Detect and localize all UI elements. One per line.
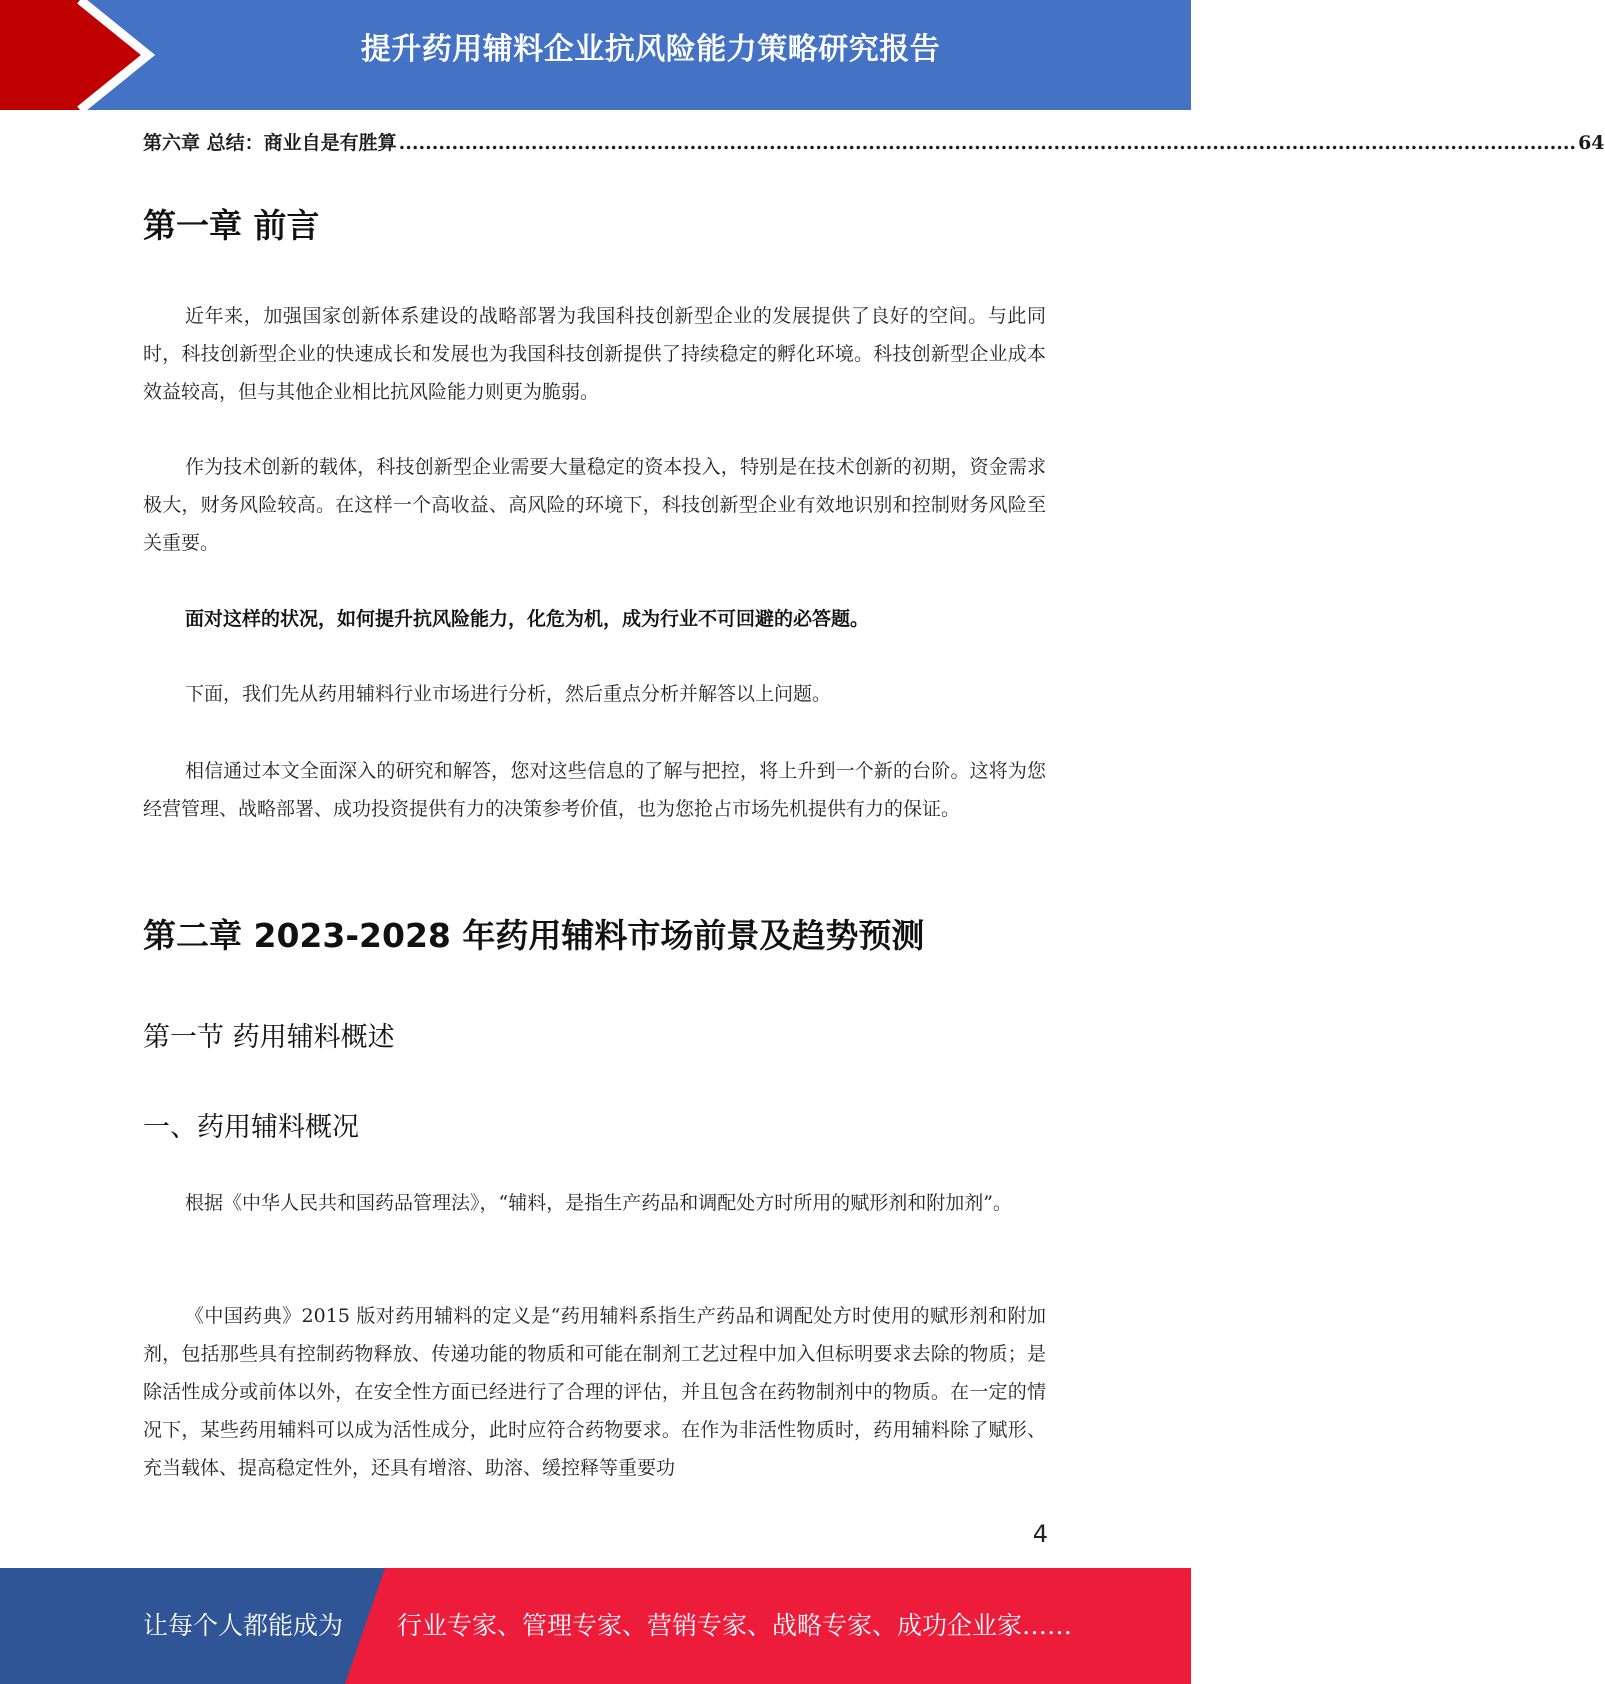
page-number: 4 xyxy=(1032,1520,1048,1548)
footer-banner xyxy=(0,1568,1191,1684)
chapter-1-heading: 第一章 前言 xyxy=(143,206,320,245)
header-arrow-decoration xyxy=(0,0,160,110)
toc-leader-dots: .................................................................................................................................................................................. xyxy=(398,132,1577,154)
header-banner xyxy=(0,0,1191,110)
paragraph: 作为技术创新的载体，科技创新型企业需要大量稳定的资本投入，特别是在技术创新的初期，资金需求极大，财务风险较高。在这样一个高收益、高风险的环境下，科技创新型企业有效地识别和控制财务风险至关重要。 xyxy=(143,456,1046,554)
toc-entry-label: 第六章 总结：商业自是有胜算 xyxy=(143,132,397,154)
paragraph: 根据《中华人民共和国药品管理法》，“辅料，是指生产药品和调配处方时所用的赋形剂和附加剂”。 xyxy=(185,1192,1012,1214)
footer-slogan-right: 行业专家、管理专家、营销专家、战略专家、成功企业家…… xyxy=(397,1611,1073,1640)
footer-slogan-left: 让每个人都能成为 xyxy=(143,1611,344,1640)
toc-entry-page: 64 xyxy=(1578,132,1605,154)
paragraph: 下面，我们先从药用辅料行业市场进行分析，然后重点分析并解答以上问题。 xyxy=(185,683,832,705)
key-question-paragraph: 面对这样的状况，如何提升抗风险能力，化危为机，成为行业不可回避的必答题。 xyxy=(185,608,870,630)
report-title: 提升药用辅料企业抗风险能力策略研究报告 xyxy=(360,32,941,67)
paragraph: 《中国药典》2015 版对药用辅料的定义是“药用辅料系指生产药品和调配处方时使用的赋形剂和附加剂，包括那些具有控制药物释放、传递功能的物质和可能在制剂工艺过程中加入但标明要求去除的物质；是除活性成分或前体以外，在安全性方面已经进行了合理的评估，并且包含在药物制剂中的物质。在一定的情况下，某些药用辅料可以成为活性成分，此时应符合药物要求。在作为非活性物质时，药用辅料除了赋形、充当载体、提高稳定性外，还具有增溶、助溶、缓控释等重要功 xyxy=(143,1305,1046,1479)
toc-entry[interactable] xyxy=(143,128,1605,155)
chapter-2-heading: 第二章 2023-2028 年药用辅料市场前景及趋势预测 xyxy=(143,916,925,955)
section-heading: 第一节 药用辅料概述 xyxy=(143,1022,395,1053)
paragraph: 相信通过本文全面深入的研究和解答，您对这些信息的了解与把控，将上升到一个新的台阶。这将为您经营管理、战略部署、成功投资提供有力的决策参考价值，也为您抢占市场先机提供有力的保证。 xyxy=(143,760,1046,820)
subsection-heading: 一、药用辅料概况 xyxy=(143,1112,359,1143)
paragraph: 近年来，加强国家创新体系建设的战略部署为我国科技创新型企业的发展提供了良好的空间。与此同时，科技创新型企业的快速成长和发展也为我国科技创新提供了持续稳定的孵化环境。科技创新型企业成本效益较高，但与其他企业相比抗风险能力则更为脆弱。 xyxy=(143,305,1046,403)
